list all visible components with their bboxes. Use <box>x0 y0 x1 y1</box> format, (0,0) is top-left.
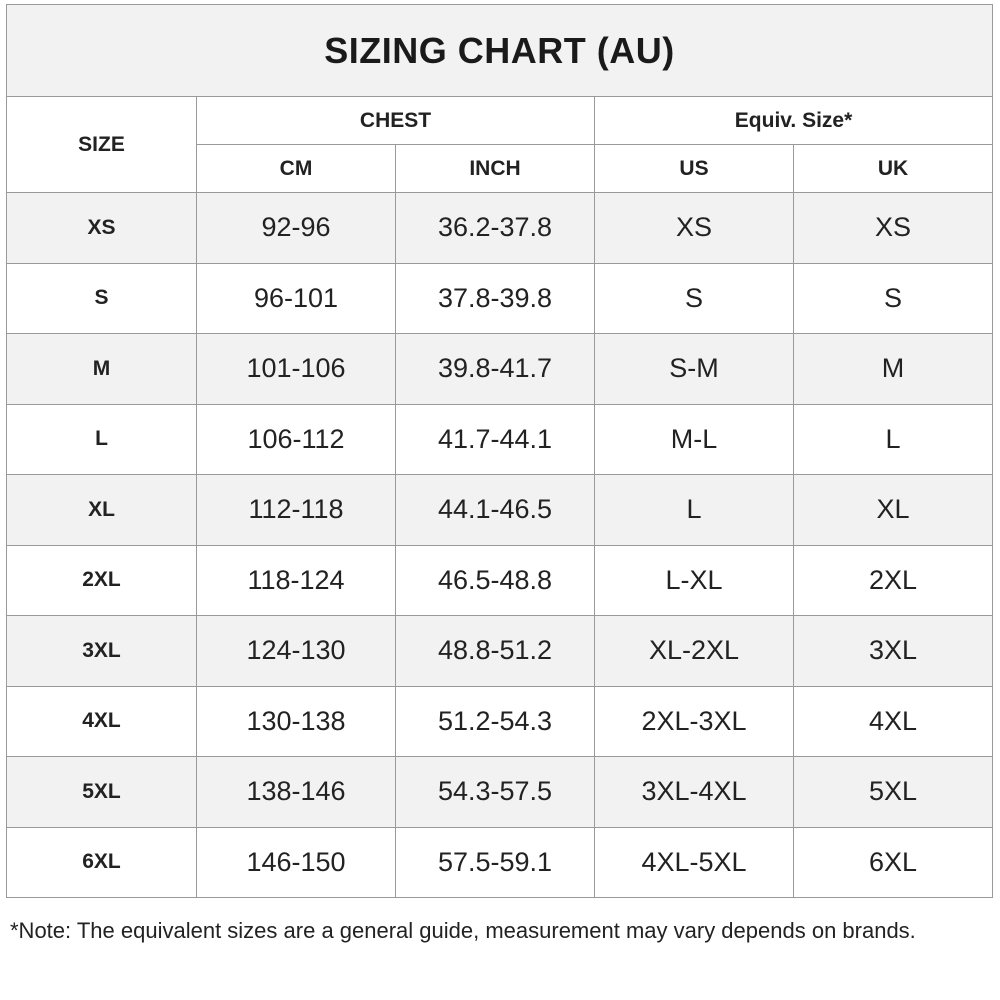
cm-header: CM <box>197 145 396 193</box>
size-cell: 2XL <box>7 545 197 616</box>
us-cell: 3XL-4XL <box>595 757 794 828</box>
inch-cell: 36.2-37.8 <box>396 193 595 264</box>
inch-header: INCH <box>396 145 595 193</box>
table-row <box>7 827 993 898</box>
uk-cell: XS <box>794 193 993 264</box>
footnote: *Note: The equivalent sizes are a general guide, measurement may vary depends on brands. <box>10 918 916 943</box>
inch-cell: 37.8-39.8 <box>396 263 595 334</box>
table-row <box>7 616 993 687</box>
table-row <box>7 263 993 334</box>
cm-cell: 118-124 <box>197 545 396 616</box>
us-cell: S <box>595 263 794 334</box>
sizing-chart <box>6 4 990 898</box>
cm-cell: 92-96 <box>197 193 396 264</box>
cm-cell: 106-112 <box>197 404 396 475</box>
us-cell: S-M <box>595 334 794 405</box>
size-cell: 6XL <box>7 827 197 898</box>
size-cell: M <box>7 334 197 405</box>
us-cell: 4XL-5XL <box>595 827 794 898</box>
uk-cell: XL <box>794 475 993 546</box>
us-cell: 2XL-3XL <box>595 686 794 757</box>
equiv-size-header: Equiv. Size* <box>595 97 993 145</box>
inch-cell: 41.7-44.1 <box>396 404 595 475</box>
us-cell: L-XL <box>595 545 794 616</box>
inch-cell: 39.8-41.7 <box>396 334 595 405</box>
uk-cell: S <box>794 263 993 334</box>
uk-cell: 6XL <box>794 827 993 898</box>
size-cell: XL <box>7 475 197 546</box>
size-cell: XS <box>7 193 197 264</box>
size-cell: L <box>7 404 197 475</box>
cm-cell: 124-130 <box>197 616 396 687</box>
table-row <box>7 686 993 757</box>
size-cell: 3XL <box>7 616 197 687</box>
table-row <box>7 404 993 475</box>
chart-title: SIZING CHART (AU) <box>7 5 993 97</box>
table-row <box>7 193 993 264</box>
table-row <box>7 475 993 546</box>
inch-cell: 51.2-54.3 <box>396 686 595 757</box>
inch-cell: 46.5-48.8 <box>396 545 595 616</box>
size-cell: S <box>7 263 197 334</box>
inch-cell: 48.8-51.2 <box>396 616 595 687</box>
inch-cell: 57.5-59.1 <box>396 827 595 898</box>
uk-cell: M <box>794 334 993 405</box>
uk-header: UK <box>794 145 993 193</box>
size-header: SIZE <box>7 97 197 193</box>
us-cell: L <box>595 475 794 546</box>
cm-cell: 101-106 <box>197 334 396 405</box>
uk-cell: 4XL <box>794 686 993 757</box>
cm-cell: 146-150 <box>197 827 396 898</box>
uk-cell: L <box>794 404 993 475</box>
table-row <box>7 334 993 405</box>
uk-cell: 3XL <box>794 616 993 687</box>
table-row <box>7 757 993 828</box>
chest-header: CHEST <box>197 97 595 145</box>
us-header: US <box>595 145 794 193</box>
us-cell: XL-2XL <box>595 616 794 687</box>
sizing-table <box>6 4 993 898</box>
uk-cell: 2XL <box>794 545 993 616</box>
table-row <box>7 545 993 616</box>
uk-cell: 5XL <box>794 757 993 828</box>
cm-cell: 112-118 <box>197 475 396 546</box>
inch-cell: 44.1-46.5 <box>396 475 595 546</box>
us-cell: XS <box>595 193 794 264</box>
us-cell: M-L <box>595 404 794 475</box>
size-cell: 5XL <box>7 757 197 828</box>
cm-cell: 130-138 <box>197 686 396 757</box>
cm-cell: 96-101 <box>197 263 396 334</box>
inch-cell: 54.3-57.5 <box>396 757 595 828</box>
cm-cell: 138-146 <box>197 757 396 828</box>
size-cell: 4XL <box>7 686 197 757</box>
